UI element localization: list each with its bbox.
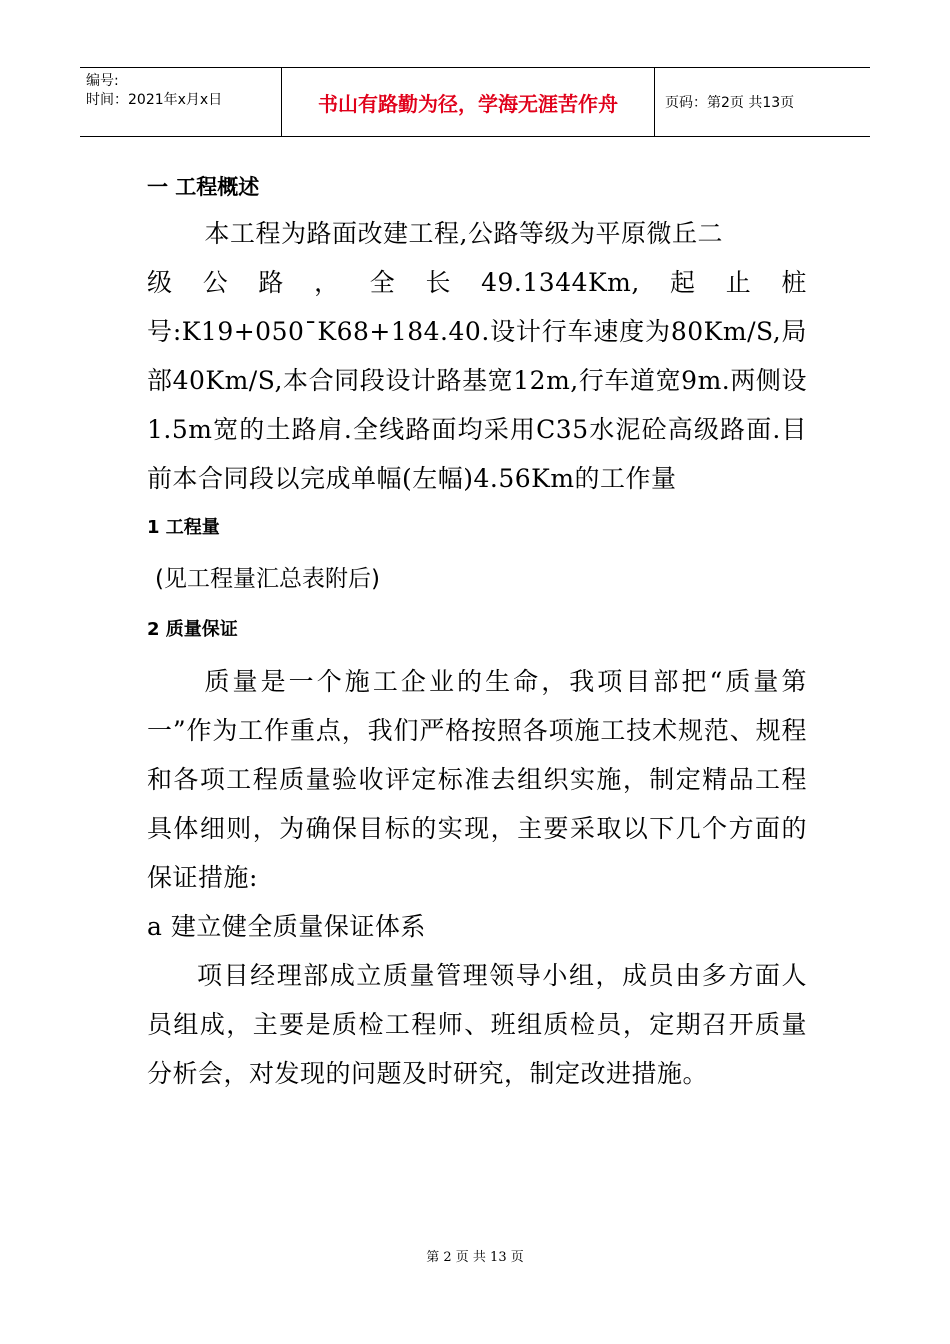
- header-time: 时间：2021年x月x日: [86, 92, 223, 108]
- overview-line-2-part: 桩: [781, 268, 807, 297]
- overview-line-2-part: ，: [314, 268, 340, 297]
- quality-item-a-title: a 建立健全质量保证体系: [147, 912, 426, 941]
- overview-line-2-part: 级: [147, 268, 173, 297]
- overview-line-2-part: 长: [425, 268, 451, 297]
- overview-paragraph-rest: 号:K19+050¯K68+184.40.设计行车速度为80Km/S,局部40Km/S,本合同段设计路基宽12m,行车道宽9m.两侧设1.5m宽的土路肩.全线路面均采用C35水泥砼高级路面.目前本合同段以完成单幅(左幅)4.56Km的工作量: [147, 317, 807, 493]
- quality-paragraph: 质量是一个施工企业的生命，我项目部把“质量第一”作为工作重点，我们严格按照各项施工技术规范、规程和各项工程质量验收评定标准去组织实施，制定精品工程具体细则，为确保目标的实现，主要采取以下几个方面的保证措施:: [147, 667, 807, 892]
- overview-line-2-part: 起: [670, 268, 696, 297]
- overview-line-2-part: 止: [725, 268, 752, 297]
- overview-line-1: 本工程为路面改建工程,公路等级为平原微丘二: [204, 219, 723, 248]
- document-header: [80, 67, 870, 137]
- overview-line-2-part: 路: [258, 268, 284, 297]
- header-page-info: 页码：第2页 共13页: [665, 95, 795, 111]
- section-title-quantity: 1 工程量: [147, 517, 220, 538]
- quality-item-a-paragraph: 项目经理部成立质量管理领导小组，成员由多方面人员组成，主要是质检工程师、班组质检员，定期召开质量分析会，对发现的问题及时研究，制定改进措施。: [147, 961, 807, 1088]
- document-body: [147, 165, 807, 1098]
- header-number: 编号:: [86, 73, 119, 89]
- page-footer: 第 2 页 共 13 页: [426, 1250, 524, 1265]
- header-motto: 书山有路勤为径，学海无涯苦作舟: [282, 68, 655, 136]
- section-title-quality: 2 质量保证: [147, 619, 238, 640]
- overview-line-2-part: 公: [202, 268, 229, 297]
- header-meta: [80, 68, 282, 136]
- overview-line-2: [147, 258, 807, 307]
- overview-line-2-part: 全: [369, 268, 396, 297]
- section-title-overview: 一 工程概述: [147, 175, 260, 199]
- overview-line-2-part: 49.1344Km,: [481, 268, 640, 297]
- quantity-note: (见工程量汇总表附后): [155, 566, 380, 592]
